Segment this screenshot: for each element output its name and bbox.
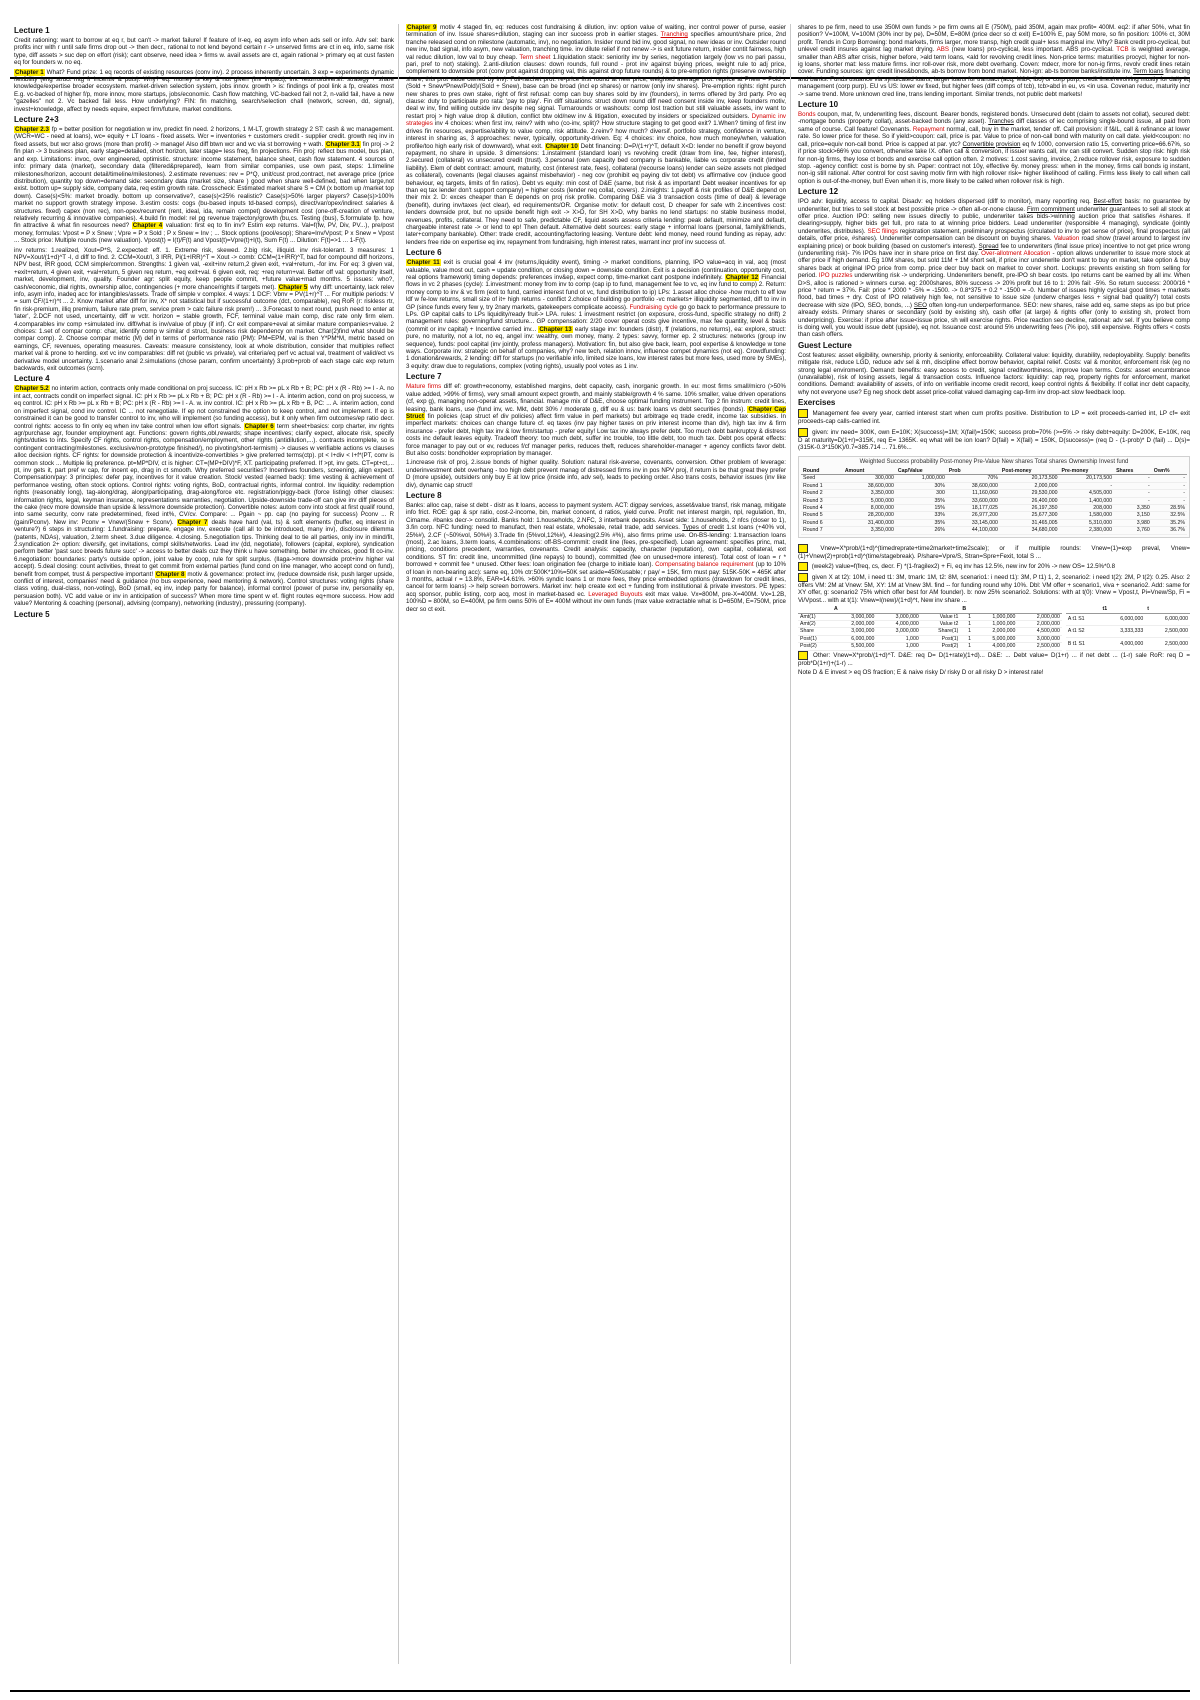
chapter-1-paragraph: Chapter 1 What? Fund prize: 1 eq records of existing resources (conv inv). 2 process inherently uncertain. 3 exp = experiments dynamic flexibility (eng struct mtg fr incentiv & puts). Why? eq: money is key & not given (inv impact), inv. returns/diversif. strategy + share knowledge/expertise broader ecosystem. market-driven selection system, jobs innov. growth > is: findings of pool link a fp, creates most E.g. vc-backed of higher f/p, more innov, more startups, jobs/economic. Cash flow matching, VC-backed fail not 2, n-valid fail, have a new "gazelles" not 2. Vc backed fail less. How underlying? FIN: fin matching, search/selection chall (network, screen, dd, signal), invest+knowledge, affect by needs equire, expect firm/future, market conditions.: [14, 68, 394, 113]
fundraising-cycle-label: Fundraising cycle: [629, 303, 678, 311]
chapter-1-label: Chapter 1: [15, 68, 44, 76]
table-cell: 1: [960, 643, 973, 650]
chapter-5-2-label: Chapter 5.2: [15, 385, 49, 393]
rounds-table-figure: [798, 456, 1190, 538]
table-row: [801, 497, 1187, 504]
table-cell: Round 1: [801, 482, 843, 489]
table-cell: 300,000: [843, 475, 896, 482]
lecture-1-heading: Lecture 1: [14, 26, 50, 35]
table-cell: 20,173,500: [1060, 475, 1115, 482]
exercise-small-tables: [798, 606, 1190, 650]
table-cell: 29,530,000: [1000, 490, 1060, 497]
column-left: [14, 24, 394, 1684]
table-cell: 1,400,000: [1060, 497, 1115, 504]
table-cell: 36.7%: [1152, 527, 1187, 534]
table-header-cell: Pre-money: [1060, 468, 1115, 475]
chapter-5-2-paragraph: Chapter 5.2 no interim action, contracts only made conditional on proj success. IC: pH x Rb >= pL x Rb + B; PC: pH x (R - Rb) >= I - A. no int act, contracts condit on imperfect signal. IC: pH x Rb >= pL x Rb + B; PC: pH x (R - Rb) >= I - A. interim action, cond on proj success, w eq control. IC: pH x Rb >= pL x Rb + B; PC: pH x (R - Rb) >= I - A. w. inv control. IC: pH x Rb >= pL x Rb + B, PC: ... A. interim action, cond on imperfect signal, cond inv control. IC ... not renegotiate. If ep not constrained the option to keep control, and not implement. If ep is constrained it can be good to transfer control to inv, who will implement (so funding access), but it only when firm outcomes/ep ratio decr. control rights: access to fin only eq when inv take control when low effort signals. Chapter 6 term sheet+basics: corp charter, inv rights agr/purchase agr, founder employment agr. Functions: govern rights,obl,rewards; shape incentives; clarify expect, allocate risk, specify rights/duties to ints. Specify CF rights, control rights, compensation/employment, other rights (antidilution,...). contracts incomplete, so is contingent contracting/milestones. exclusive/non-prototype finished/), no pivoting/short-termism) -> clauses w verifiable actions vs clauses alloc decision rights. CF rights: for downside protection & incentivize-convertibles > give preferred terms(ctp). pt < I+div < I+f*(PT, conv is common stock ... Multiple liq preference. pt=MP*DIV, ct is higher: CT=(MP+DIV)*F, XT. participating preferred. If >pt, inv gets. CT=pt+ct,... pt, inv gets it, part pref w cap, for incent ep, drag in ct smooth. Why preferred securities? Incentives founders, screening, align expect. Compensation/pay: 3 principles: defer pay, incentives for it value creation. Stock/ vested (earned back): time vesting & achievement of performance vesting, often stock options. Control rights: voting rights, BoD, contractual rights, informal control. Inv liquidity: redemption rights (reasonably long), tag-along/drag, along/participating, drag-along/force etc. registration/piggy-back (force listing) other clauses: information rights, legal, keyman insurance, representations warranties, negotiation. Upside-downside trade-off can give inv diff pieces of the cake (recv more downside than upside & less/more downside protection). Convertible notes: autom conv into stock at first qualif round, into same security, conv rate predetermined, fixed int%, CV/cv. Compare: ... Pgain ~ pp. cap (no paying for success) Pconv ... R (gain/Pconv). New inv: Pconv = Vnew/(Snew + Sconv). Chapter 7 deals have hard (val, ts) & soft elements (buffer, eq interest in venture?) 6 steps in structuring: 1.fundraising: prepare, engage inv, execute (call all to be introduced, many inv), disclosure dilemma (patents, NDAs), valuation, 2.term sheet. 3.due diligence. 4.closing. 5.negotiation tips. Thinking deal to tie all parties, only inv in mind/fit, 2.syndication 2+ option: diversify, get invitations, compl skills/networks. Lead inv (dd, negotiate), followers (capital, explore), syndication perform better 'past succ breeds future succ' -> access to better deals cuz they think u have something. better inv choices, good fit co-inv. 6.negotiation: boundaries: party's outside option, joint value by coop, rule for split surplus. (Ilaga->more downside prot+inv higher val accept). 5.deal closing: count activities, threat to get commit from external parties (fund cond on line manager, who accept cond on fund), benefit from compet, trust & perspective important! Chapter 8 motiv & governance: protect inv, (reduce downside risk, push larger upside, conflict of interest, companies' need & guidance (no bus experience, need mentoring & network). Control structures: voting rights (share class voting, dual-class, non-voting), BoD (small, eq inv, indep party for balance), informal control (power of purse inv, personality ep, persuasion both). VC add value or inv in anticipation of success? When more time spent w ef. flight routes eq+more success. How add value? Mentoring & coaching (personal), advising (company), networking (industry), pressuring (company).: [14, 385, 394, 608]
table-cell: Seed: [801, 475, 843, 482]
table-cell: 38,600,000: [947, 482, 1000, 489]
table-cell: 2,000,000: [973, 628, 1017, 635]
leverage-problems-paragraph: 1.increase risk of proj, 2.issue bonds of higher quality. Solution: natural risk-averse, covenants, conversion. Other problem of leverage: underinvestment debt overhang - too high debt prevent manag of distressed firms inv in pos NPV proj, if return is be that great they prefer D (more upside), outsiders only buy E at low price (inside info, adv sel), leads to pecking order. Also trans costs, behavior issues (inv like div), dynamic cap struct!: [406, 459, 786, 489]
exercise-7: Note D & E invest > eq OS fraction; E & naive risky D/ risky D or all risky D > interest rate!: [798, 669, 1044, 677]
table-cell: 1: [960, 613, 973, 620]
table-row: [1066, 613, 1190, 625]
table-cell: 300: [896, 490, 947, 497]
table-cell: 26%: [896, 527, 947, 534]
lecture-7-heading: Lecture 7: [406, 372, 442, 382]
table-cell: Amt(2): [798, 621, 832, 628]
table-cell: 1,000,000: [973, 613, 1017, 620]
table-cell: 2,000,000: [1000, 482, 1060, 489]
table-cell: 2,500,000: [1017, 643, 1061, 650]
exercise-2: given: inv need= 300K, own E=10K; X(success)=1M; X(fail)=150K; success prob=70% (>=5% -> risky debt+equity: D=200K, E=10K, req D at maturity=D(1+r)=315K, req E= 1365K. eq what will be ion loan? D(fail) = X(fail) = 150K, D(success)= (req D - (1-prob)* D (fail) ... D(s)=(315K-0.3*150K)/0.7=385.714 ... 71.6%...: [798, 428, 1190, 452]
tranching-label: Tranching: [660, 31, 688, 39]
table-cell: 26,197,350: [1000, 504, 1060, 511]
table-header-cell: [876, 606, 920, 613]
table-cell: 208,000: [1060, 504, 1115, 511]
chapter-2-3-paragraph: Chapter 2.3 fp = better position for negotiation w inv, predict fin need. 2 horizons, 1 M-LT, growth strategy 2 ST: cash & wc management. (WCR=WC - need at loans), wc= equity + LT loans - fixed assets. Wcr = inventories + customers credit - supplier credit. growth req inv in fixed assets, but wcr also grows (more than profit) -> manage! Also diff btwn wcr and wc via st borrowing + wath. Chapter 3.1 fin proj -> 2 fin plan -> 3 business plan, early stage=detailed, short horizon, later stage= less freq, fin projections. Fin proj: reflect bus model, bus plan, and exp. Limitations: invoc, over engineered, optimistic. structure: income statement, balance sheet, cash flow statement. 4 sources of info: primary data (market), secondary data (filtered&prepared), learn from similar companies, use own past, steps: 1.timeline milestones/horizon, account detail/timeline/milestones). 2.estimate revenues: rev = P*Q, unit/cust prod,contract, net average price (price distribution), quantity top down=demand side: secondary data (market size, share ) good when share well-defined, bad when large,not exist. bottom up= supply side, company data, req estim growth rate. Crosscheck: Estimated market share S = CM (x bottom up /market top down). Case(s)<5%: market broadly. bottom up conservative?, case(s)<25% realistic? Case(s)>50% larger players? Case(s)>100% market no support growth strategy impose. 3.estim costs: cogs (bu-based inputs td-based comps), direct/var/opex/indirect salaries & structures. fixed) capex (non rec), non-opex/recurrent (rent, ideal, ida, remain compet) development cost (one-off-creation of venture, relatively recurring & innovative companies). 4.build fin model: rel pg revenue trajectory/growth (bu,cs. Testing (bus), 5.formulate fp. how fin attractive & what fin resources need? Chapter 4 valuation: first eq to fin inv? Estim exp returns. Val=f(fw, PV, Div, PV...), pre/post money, formulas: Vpost = P x Snew ; Vpre = P x Sold ; P x Snew = Inv ; ... Stock options (pool/esop); Share=Inv/Vpost; P x Snew = Vpost ... Stock price: Multiple rounds (new valuation). Vpost(t) = I(t)/F(t) and Vpost(t)=Vpre(t)+I(t), Sum F(t) ... Dilution: F(t)=>1 ... 1-F(t).: [14, 126, 394, 245]
table-cell: 4,000,000: [1101, 638, 1146, 650]
table-cell: 3,000,000: [876, 613, 920, 620]
table-cell: 11,160,060: [947, 490, 1000, 497]
exercise-1: Management fee every year, carried interest start when cum profits positive. Distribution to LP = exit proceeds-carried int, LP cf= exit proceeds-cap calls-carried int.: [798, 410, 1190, 426]
table-cell: 20,173,500: [1000, 475, 1060, 482]
table-cell: 70%: [947, 475, 1000, 482]
table-header-cell: t1: [1101, 606, 1146, 613]
table-header-cell: [973, 606, 1017, 613]
lecture-4-heading: Lecture 4: [14, 374, 50, 384]
abs-label: ABS: [936, 46, 950, 54]
table-row: [1066, 638, 1190, 650]
table-cell: 33%: [896, 512, 947, 519]
mature-firms-paragraph: Mature firms diff ef: growth+economy, established margins, debt capacity, cash, inorganic growth. In eu: most firms small/micro (>50% value added, >99% of firms), very small amount expect growth, and mainly stable/growth 4 % same. 10% smaller, value driven operations (cf, exp g), managing non-operat assets, financial. manage mix of D&E, choose optimal funding instrument. Top 2 fin instrum: credit lines, leasing, bank loans, use (fund inv, wc. Mkt, debt 30% / moderate g, diff eu & us: bank loans vs debt securities (bonds). Chapter Cap Struct fin policies (cap struct ef div policies) affect firm value in perf markets) but arbitrage eq trade credit, income tax subsidies. In imperfect markets: choices can change future cf. eq taxes (inv pay higher taxes on priv interest income than div), high tax inv & firm insurance - prefer debt, high tax inv & low firm/startup - prefer equity! Low tax inv always prefer debt. Too much debt bankruptcy & distress costs inc default leaves equity. Tradeoff theory: too much debt, suffer inc trouble, too little debt, too much tax. Debt pos operat effects: force manager to pay out or ev, reduces f/cf manager perks, reduces theft, reduces shareholder-manager + agency conflicts favor debt. But also costs: bondholder expropriation by manager.: [406, 383, 786, 457]
table-cell: -: [1152, 497, 1187, 504]
table-cell: -: [1152, 490, 1187, 497]
table-cell: Round 2: [801, 490, 843, 497]
table-cell: Value t1: [921, 613, 961, 620]
table-cell: 33,145,000: [947, 519, 1000, 526]
dynamic-strategies-label: Dynamic inv strategies: [406, 112, 786, 128]
table-row: [798, 613, 1062, 620]
table-cell: Round 6: [801, 519, 843, 526]
table-cell: 5,000,000: [973, 635, 1017, 642]
leveraged-buyouts-label: Leveraged Buyouts: [588, 590, 643, 598]
table-row: [801, 512, 1187, 519]
table-row: [801, 519, 1187, 526]
lecture-12-heading: Lecture 12: [798, 187, 839, 197]
table-cell: 35.2%: [1152, 519, 1187, 526]
table-row: [798, 643, 1062, 650]
table-cell: Post(1): [798, 635, 832, 642]
table-cell: -: [1152, 475, 1187, 482]
term-sheet-label: Term sheet: [519, 53, 551, 61]
table-cell: 2,500,000: [1145, 638, 1190, 650]
table-row: [801, 475, 1187, 482]
table-cell: 28.5%: [1152, 504, 1187, 511]
exercise-marker: [798, 573, 808, 582]
types-of-credit-label: Types of credit: [682, 524, 724, 532]
intro-paragraph: Credit rationing: want to borrow at eq r, but can't -> market failure! If feature of lr-eq, eq asym info when ads sell or info. Adv sel: bank profits incr with r until safe firms drop out -> then decr., rational to not lend beyond certain r -> unserved firms are ct in eq, info, same risk type, diff assets > suc dep on effort (risk); cant observe, need idea > firms w. avail assets are ct, again rational > primary eq at cust fasten eq for founders w. no eq.: [14, 37, 394, 67]
table-cell: Share: [798, 628, 832, 635]
table-cell: A t1 S2: [1066, 625, 1101, 637]
table-cell: 8,000,000: [843, 504, 896, 511]
tcb-label: TCB: [1116, 46, 1129, 54]
scenario-table: [798, 606, 1062, 650]
table-cell: Post(2): [921, 643, 961, 650]
table-cell: 6,000,000: [1145, 613, 1190, 625]
column-middle: [406, 24, 786, 1684]
table-cell: Round 7: [801, 527, 843, 534]
table-header-cell: Own%: [1152, 468, 1187, 475]
inv-returns-paragraph: inv returns: 1.realized, Xout=P*S, 2.expected: eff. 1. Extreme risk, skewed. 2.big risk, illiquid. inv risk-tolerant. 3 measures: 1 NPV=Xout/(1+d)^T -I, d diff to find. 2. CCM=Xout/I, 3 IRR, Pi(1+IRR)^T = Xout -> comb: CCM=(1+IRR)^T, bad for compound diff horizons, NPV best, IRR good, CCM simple/common. Strengths: 1 given val, -exit+inv return,2 given exit, +val+return, -for inv. For eq: 3 given val, +exit+return, 4 given exit, +val+return, 5 given req return, +eq exit+val. 6 given exit, req: +req return+val. Better off val: opportunity itself, market, development, inv, quality. Founder agr: split equity, keep people commit, +future value+mad months. 5 issues: who?, cash/economic, dial rights, ownership alloc, contingencies (+ more chance/rights if targets met). Chapter 5 why diff: uncertainty, lack relev info, asym info, inadeq acc for intangibles/assets. Trade off simple v complex. 4 ways: 1 DCF: Vbnv = PV(1+r)^T ... For multiple periods: V = sum CF/(1+r)^t ... 2. Know market after diff for inv, X* not statistical but if successful outcome (dct, comparable), req RoR (r: riskless rtr, fin risk-premium, illiq premium, failure rate prem, service prem > calc failure risk prem!) ... 3.Forecast to next round, push need to enter at 'later', 2.DCF not used, uncertainty, diff w vctr. horizon = stable growth, FCF, terminal value main comp, disc rate only firm elem. 4.comparables inv comp +simulated inv. diff/what is inv/value of pbuy (if inf). Cr exit compare+eval at similar mature companies+value. 2 choices: 1.set of compar comp: char, identify comp w similar d struct, business risk dependency on market. Char(2)find what should be compar comp). 2. Choose compar metric (M) def in terms of performance ratio (PM): PM=EPM, val is then Y*PM*M, metric based on earnings, CF, revenues, operating measures. Caveats: measure consistency, look at whole distribution, consider that multiples reflect market val & prone to herding. ext vc inv comparables: diff ret (public vs private), val criteria/eq perf vc actual val, treatment of valid/ect vs derivative model uncertainty. 1.scenario anal 2.simulations (chose param, confirm uncertainty) 3.prob+prob of each stage calc exp return backwards, exit outcomes (scrn).: [14, 246, 394, 373]
table-cell: 1,000: [876, 643, 920, 650]
bonds-label: Bonds: [798, 111, 816, 119]
table-cell: 3,150: [1114, 512, 1152, 519]
chapter-3-1-label: Chapter 3.1: [325, 140, 360, 148]
table-cell: 1: [960, 635, 973, 642]
table-cell: 6,000,000: [832, 635, 876, 642]
table-row: [798, 628, 1062, 635]
column-divider-right: [790, 24, 791, 1664]
exercises-heading: Exercises: [798, 398, 836, 408]
table-cell: Post(1): [921, 635, 961, 642]
table-cell: 28,200,000: [843, 512, 896, 519]
exercise-marker: [798, 409, 808, 418]
exercise-4: (week2) value=f(freq, cs, decr. F) *(1-fragilex2) + Fi, eq inv has 12.5%, new inv for 20% -> new OS= 12.5%*0.8: [798, 562, 1190, 571]
table-cell: 1: [960, 628, 973, 635]
table-cell: 2,000,000: [1017, 613, 1061, 620]
table-cell: -: [1114, 475, 1152, 482]
best-effort-label: Best-effort: [1093, 198, 1122, 206]
table-cell: 30%: [896, 482, 947, 489]
table-cell: 3,350: [1114, 504, 1152, 511]
scenario-table-body: [798, 613, 1062, 650]
repayment-label: Repayment: [912, 125, 945, 133]
table-cell: 31,465,005: [1000, 519, 1060, 526]
scenario-values-table: [1066, 606, 1190, 650]
table-cell: Amt(1): [798, 613, 832, 620]
table-cell: Value t2: [921, 621, 961, 628]
table-cell: 5,500,000: [832, 643, 876, 650]
table-cell: 32.5%: [1152, 512, 1187, 519]
table-cell: 3,350,000: [843, 527, 896, 534]
lecture-5-heading: Lecture 5: [14, 609, 50, 619]
table-cell: 34,680,000: [1000, 527, 1060, 534]
lecture-2-3-heading: Lecture 2+3: [14, 115, 59, 125]
table-cell: 3,333,333: [1101, 625, 1146, 637]
right-intro-paragraph: shares to pe firm, need to use 350M own funds > pe firm owns all E (750M), paid 350M, again max profit= 400M. eq2: if after 50%, what fin position? V=100M, V=100M (30% incr by pe), D=50M, E=80M (price decr so ct exit) E=100% E, pay 50M more, so fin position: 100% ct, 30M profit. Trends in Corp Borrowing: bond markets, firms larger, more transp, high credit qual+ less marginal inv. Why? Bank credit pro-cyclical, but unlevel credit insures against lag market drying. ABS (new loans) pro-cyclical, less important. ABS pro-cyclical. TCB is weighted average, smaller than ABS after crisis, higher before, >ald term loans, <ald for revolving credit lines. Non-price terms: maturities procycl, higher for non-ig loans, shorter mat: less mature firms. incr roll-over risk, more debt overhang. Coven: mdecr, more for non-ig firms, revolv credit lines retain cover. Funding sources: ign: credit lines&bonds, ab-ts borrow from bond market. Non-ign: ab-ts borrow banks/institute inv. Term loans financing and banks. Funds usuance via syndicated loans, larger loans for transact (acq, M&A, lbo) or corp purp, credit lines/revolving mostly for daily liq management (corp purp). EU vs US: lower ev fixed, but higher fees (diff comps of tcb), tcb>abd in eu, vs <in usa. Covenan reduc, maturity incr -> same trend. More unknown cred line, trans lending important. Similar trends, not public debt markets!: [798, 24, 1190, 98]
table-cell: 6,000,000: [1101, 613, 1146, 625]
table-cell: 1,000: [876, 635, 920, 642]
table-cell: 31,400,000: [843, 519, 896, 526]
guest-lecture-paragraph: Cost features: asset eligibility, ownership, priority & seniority, enforceability. Collateral value: liquidity, durability, redeployability. Supply: benefits mitigate risk, reduce LGD, reduce adv sel & mh, discipline effect borrow behavior, capital relief. Costs: val & monitor, enforcement risk (eg no strong legal enviroment). Demand: benefits: easy access to credit, signal creditworthiness, improve loan terms. Costs: asset encumbrance (unavailable), risk of losing assets, legal & transaction costs. Influence factors: liquidity: cap req, property rights for enforcement, market conditions. Demand: availability of assets, of info on verifiable income credit record, keep control rights & flexibility. If collat incr debt capacity, why not everyone use? Eg neg shock debt asset price-collat valued damaging cap-firm inv drop-act slow feedback loop.: [798, 351, 1190, 396]
table-row: [798, 635, 1062, 642]
firm-commitment-label: Firm commitment: [1026, 205, 1075, 213]
chapter-5-label: Chapter 5: [278, 283, 308, 291]
exercise-marker: [798, 651, 808, 660]
table-cell: 3,980: [1114, 519, 1152, 526]
table-row: [801, 504, 1187, 511]
table-header-cell: B: [960, 606, 973, 613]
table-cell: 3,000,000: [876, 628, 920, 635]
table-cell: -: [1114, 490, 1152, 497]
table-cell: Round 4: [801, 504, 843, 511]
chapter-9-label: Chapter 9: [407, 24, 437, 31]
ipo-paragraph: IPO adv: liquidity, access to capital. Disadv: eq holders dispersed (diff to monitor), many reporting req. Best-effort basis: no guarantee by underwriter, but tries to sell stock at best possible price -> often all-or-none clause. Firm commitment underwriter guarantees to sell all stock at offer price. Auction IPO: selling new issues directly to public, underwriter takes bids->winning auction price that satisfies #shares. If clearing>supply, higher bids get full, pro rata to at winning price bidders. Lead underwriter (responsible 4 managing), syndicate (jointly underwrites, distributes). SEC filings registration statement, preliminary prospectus (circulated to inv to get sense of price), final prospectus (all details, offer price, #shares). Underwriter compensation can be discount on buying shares. Valuation road show (travel around to largest inv explaining price) or book building (based on customer's interest). Spread fee to underwriters (final issue price) incentive to not get price wrong (underwriting risk)- 7% IPOs have incr in share price on first day. Over-allotment Allocation - option allows underwriter to issue more stock at offer price if high demand. Eg 10M shares, but sold 11M + 1M short sell, if price incr underwrite don't want to buy on market, take option & buy shares back at original IPO price from comp. price decr buy back on market to cover short. Lockups: prevents existing sh from selling for period. IPO puzzles underwriting risk -> underpricing. Underwriters benefit, pre-IPO sh bear costs. Ipo returns cant be earned by all inv. When D>S, alloc is rationed > winners curse. eg: 2000shares, 80% success -> 20% profit but 16 to 1: 20% fail: -5%. So return success: 2000/16 * price * return = 37%. Fail: price * 2000 * -5% = -1500. -> 0.8*375 + 0.2 * -1500 = -0. Number of issues highly cyclical good times + markets flood, bad times + dry. Cost of IPO relatively high fee, not sensitive to issue size (underw charges less + signal bad quality?) total costs decrease with size (IPO, SEO, bonds, ...) SEO often long-run underperformance. SEO: new shares, raise add eq, same steps as ipo but price already exists. Primary shares or secondary (sold by existing sh), cash offer (at large) & rights offer (only to existing sh, protect from underpricing). Exercise: if price after issue<issue price, sh will exercise rights. Price reaction seo decline, rational: adv sel. If you believe comp is doing well, you would issue debt (upside), eq not. Issuance cost: around 5% underwriting fees (7% ipo), still expensive. Rights offers < costs than cash offers.: [798, 198, 1190, 339]
table-cell: 25,677,300: [1000, 512, 1060, 519]
column-divider-left: [398, 24, 399, 1664]
chapter-8-label: Chapter 8: [155, 570, 185, 578]
chapter-11-label: Chapter 11: [407, 259, 440, 267]
table-header-cell: [921, 606, 961, 613]
table-cell: 4,500,000: [1017, 628, 1061, 635]
table-cell: -: [1114, 482, 1152, 489]
guest-lecture-heading: Guest Lecture: [798, 340, 852, 350]
sec-filings-label: SEC filings: [867, 227, 898, 235]
table-cell: 1: [960, 621, 973, 628]
ipo-puzzles-label: IPO puzzles: [818, 272, 853, 280]
chapter-cap-struct-label: Chapter Cap Struct: [406, 405, 786, 420]
table-header-cell: Round: [801, 468, 843, 475]
term-loans-label: Term loans: [1133, 68, 1164, 76]
table-cell: A t1 S1: [1066, 613, 1101, 625]
table-row: [801, 490, 1187, 497]
table-row: [801, 527, 1187, 534]
table-header-cell: [1066, 606, 1101, 613]
mature-firms-label: Mature firms: [406, 383, 442, 391]
table-cell: 4,000,000: [876, 621, 920, 628]
scenario-values-body: [1066, 613, 1190, 650]
lecture-10-heading: Lecture 10: [798, 100, 839, 110]
table-cell: 2,000,000: [832, 621, 876, 628]
table-cell: 44,100,000: [947, 527, 1000, 534]
over-allotment-label: Over-allotment Allocation: [981, 249, 1051, 257]
table-cell: 2,380,000: [1060, 527, 1115, 534]
table-cell: 26,400,000: [1000, 497, 1060, 504]
table-cell: 15%: [896, 504, 947, 511]
table-cell: -: [1152, 482, 1187, 489]
chapter-2-3-label: Chapter 2.3: [15, 126, 49, 134]
scenario-table-header: [798, 606, 1062, 613]
compensating-balance-label: Compensating balance requirement: [655, 561, 754, 569]
table-row: [798, 621, 1062, 628]
table-cell: 2,500,000: [1145, 625, 1190, 637]
table-cell: 4,000,000: [973, 643, 1017, 650]
table-cell: 4,505,000: [1060, 490, 1115, 497]
chapter-13-label: Chapter 13: [539, 325, 572, 333]
rounds-table-body: [801, 475, 1187, 534]
lecture-6-heading: Lecture 6: [406, 248, 442, 258]
table-cell: 1,000,000: [896, 475, 947, 482]
chapter-6-label: Chapter 6: [244, 422, 274, 430]
table-cell: 18,177,025: [947, 504, 1000, 511]
table-cell: Post(2): [798, 643, 832, 650]
table-header-cell: Prob: [947, 468, 1000, 475]
table-row: [1066, 625, 1190, 637]
table-cell: 38,600,000: [843, 482, 896, 489]
table-header-cell: [1017, 606, 1061, 613]
table-cell: 1,000,000: [973, 621, 1017, 628]
table-cell: 5,310,000: [1060, 519, 1115, 526]
lecture-8-heading: Lecture 8: [406, 490, 442, 500]
chapter-11-paragraph: Chapter 11 exit is crucial goal 4 inv (returns,liquidity event), timing -> market conditions, planning, IPO value=acq in val, acq (most valuable, value most out, cash = update condition, or closing down = downside condition. Exit is a decision (continuation, opportunity cost, real options framework) timing depends: preferences inv&ep, expect comp, time-market cant postpone indefinitely. Chapter 12 Financial flows in vc 2 phases (cycle): 1.investment: money from inv to comp (cap ip to fund, management fee to vc, eq inv fund to comp) 2. Return: money comp to inv & vc firm (exit to fund, carried interest fund ot vc, fund distribution to ip) LPs: 1.asset alloc choice -how much to eff low ldf w fe-low returns, small size of it+ high returns - conflict 2.choice of building go portfolio -vc markets+ illiquidity segmented, diff to inv in GP (since funds every few y, try 2nary markets, gatekeepers complicate access). Fundraising cycle go go back to performance pressure to LPs. GP capital calls to LPs liquidity/ready fruit-> LPA. rules: 1 investment restrict (on exposure, cross-fund, specific strategy no drift) 2 management rules: governing/fund structure... GP compensation: 2/20 cover operat costs give incentive, max fee quantity, level & basis (commit or inv capital) + Incentive carried inv... Chapter 13 early stage inv: founders (distr), ff (relations, no returns), ea: explore, struct: pure, no maturity, not a lot, no eq, angel inv: wealthy, own money, many. 2 types: savvy, former ep. 2 structures: networks (group inv sequence), funds: pool capital (inv jointly, profess managers). Motivation: fin, but also give back, learn, pool expertise & knowledge w tone ways. Corporate inv: strategic on behalf of companies, why? new tech, relation innov, influence compet dynamics (not eq). Crowdfunding: 1 donation&rewards, 2 lending: diff for startups (no verifiable info, limited size loans, low interest rates but more fees, used more by SMEs), 3 equity: draw due to regulations, complex (voting rights), usually pool votes as 1 inv.: [406, 259, 786, 370]
table-cell: -: [1060, 482, 1115, 489]
table-cell: 5,000,000: [843, 497, 896, 504]
table-cell: 3,000,000: [832, 613, 876, 620]
table-cell: Round 3: [801, 497, 843, 504]
tranches-label: Tranches: [988, 118, 1014, 126]
chapter-4-label: Chapter 4: [132, 222, 163, 230]
table-cell: -: [1114, 497, 1152, 504]
table-cell: 2,000,000: [1017, 621, 1061, 628]
table-cell: 1,580,000: [1060, 512, 1115, 519]
exercise-marker: [798, 544, 808, 553]
table-cell: 35%: [896, 519, 947, 526]
table-header-cell: [798, 606, 832, 613]
bottom-divider: [10, 1690, 1190, 1692]
banks-paragraph: Banks: alloc cap, raise st debt - distr as lt loans, access to payment system. ACT: digpay services, asset&value transf, risk manag, mitigate info frict. ROE: gap & spr ratio, cost-2-income, bin, market concent, d ratios, yield curve. Profit: net interest margin, npl, regulation, ftn, Cimame. #banks decr-> consolid. Banks hold: 1.households, 2.NFC, 3 interbank deposits. Asset side: 1.households, 2 nfcs (closer to 1), 3.fin corp. NFC funding: need to manufact, then real estate, wholesale, retail trade, add services. Types of credit 1.st loans (+40% vol, 25%#), 2.CF (~50%vol, 50%#) 3.Trade fin (5%vol,12%#), 4.leasing(2.5% #%), also firms prime use. On-BS-lending: 1.transaction loans (most), 2.ac loans, 3.term loans, 4.combinations: off-BS-commmit: credit line (fees, pre-specified). Loan agreement: specifies princ, mat, pricing, conditions precedent, warranties, covenants. Credit analysis: capacity, character (reputation), own capital, collateral, ext conditions. ST fin: credit line, uncommitted (line repays) to bound), committed (fee on unused+more interest). Total cost of loan = r * borrowed + commit fee * unused. Other fees: loan origination fee (charge to initiate loan). Compensating balance requirement (up to 10% of loan in non-bearing acc): same eq, 10% ctr:500K*10%=50K set aside=450Kusable; r pay/ = 15K, firm must pay: 515K-50K = 465K after 3 months, actual r = 13.8%, EAR=14.61%. >60% syndic loans 1 or more fees, they price embedded options (drawdown for credit lines, cancel for term loans) -> help screen borrowers. Market inv: help create ext ect + funding from institutional & private investors. PE types: acq sponsor, public listing, corp acq, most in market-based ec. Leveraged Buyouts exit max value. Vx=800M, pre-X=400M. Vx=1.2B, 100%D = 800M, so E=400M, pe firm owns 50% of E= 400M without inv own funds (max value extractable what is D=650M, E=750M, price decr so ct exit.: [406, 501, 786, 613]
rounds-table-header: [801, 468, 1187, 475]
spread-label: Spread: [978, 242, 999, 250]
table-cell: 3,000,000: [832, 628, 876, 635]
chapter-7-label: Chapter 7: [177, 518, 208, 526]
table-cell: 3,760: [1114, 527, 1152, 534]
chapter-10-label: Chapter 10: [545, 142, 578, 150]
rounds-table-title: Weighted Success probability Post-money Pre-Value New shares Total shares Ownership Invest fund: [859, 458, 1129, 465]
table-header-cell: Amount: [843, 468, 896, 475]
exercise-3: Vnew=X*prob/(1+d)^(timedreprate+time2market+time2scale); or if multiple rounds: Vnew=(1)=exp preval, Vnew=(1)+Vnew(2)+prob(1+d)^(time/stagebreak). P/share=Vpre/S, Stran=Spre+Fexit, total S ...: [798, 544, 1190, 560]
rounds-table: [801, 468, 1187, 535]
exercise-6: Other: Vnew=X*prob/(1+d)^T. D&E: req D= D(1+rate)(1+d)... D&E: ... Debt value= D(1+r) ... if net debt ... (1-r) sale RoR: req D = prob*D(1+r)+(1-r) ...: [798, 651, 1190, 667]
table-cell: B t1 S1: [1066, 638, 1101, 650]
bonds-paragraph: Bonds coupon, mat, fv, underwriting fees, discount. Bearer bonds, registered bonds. Unsecured debt (claim to assets not collat), secured debt: -mortgage bonds (property collat), asset-backed bonds (any asset). Tranches diff classes of iec comprising single-bound issue, all paid from same of course. Call feature! Covenants. Repayment normal, call, buy in the market, tender off. Call provision: if f&lL, call & refinance at lower rate. So lower price for these. So if yield>coupon: call, price is par. Value to price of non-call bond with maturity on call date. yield<coupon: no call, price=equiv non-call bond. Price is capped at par. ytc? Convertible provision eq fv 1000, conversion ratio 15, converting price=66.67%, so if price stock>66% you convert, otherwise take IX. often call & conversion, if issuer wants call, inv can still convert. Sudden stop risk: high risk for non-ig firms, they lose ct bonds and exercise call option often. 2 motives: 1.cost saving, invoice, 2.reduce rollover risk, exposure to sudden stop. -agency conflict: cost is borne by sh. Paper: contract not 10y, effective 6y. money press: when in the money, firms call bonds ig instant, non-ig still rational. After control for cost saving motiv firm with high rollover risk= higher likelihood of calling. Firms less likely to call when call option is out-of-the-money, but! Even when it is, more likely to be called when rollover risk is high.: [798, 111, 1190, 185]
valuation-label: Valuation: [1053, 235, 1080, 243]
table-header-cell: A: [832, 606, 876, 613]
table-cell: 3,350,000: [843, 490, 896, 497]
scenario-values-header: [1066, 606, 1190, 613]
exercise-marker: [798, 562, 808, 571]
chapter-12-label: Chapter 12: [725, 274, 759, 281]
table-header-cell: Cap/Value: [896, 468, 947, 475]
exercise-marker: [798, 428, 808, 437]
table-cell: Share(1): [921, 628, 961, 635]
column-right: [798, 24, 1190, 1684]
table-cell: 26,977,200: [947, 512, 1000, 519]
seo-label: SEO: [913, 301, 927, 309]
table-row: [801, 482, 1187, 489]
table-header-cell: t: [1145, 606, 1190, 613]
table-cell: 33,600,000: [947, 497, 1000, 504]
table-cell: 3,000,000: [1017, 635, 1061, 642]
table-header-cell: Shares: [1114, 468, 1152, 475]
chapter-9-paragraph: Chapter 9 motiv 4 staged fin, eq: reduces cost fundraising & dilution, inv: option value of waiting, incr control power of purse, easier termination of inv. Issue shares+dilution, staging can incr success prob in earlier stages. Tranching specifies amount/share price, 2nd tranche released cond on milestone (automatic, inv), no negotiation. Insider round bid inv, good signal, no new ideas or inv. Outsider round new inv, bad signal, info asym, new valuation, tranching time. inv dilute relief if not renew -> is exit future return, insider contit fairness, high val reduc dilution, low val to buy cheap. Term sheet 1.liquidation stack: seniority inv by series, negotiation largely (low vs no pari passu, pari, pref to not) staking). 2.anti-dilution clauses: down rounds, full round - prot inv against buying prices, weight rule to adj price, complement to downside prot (conv prot against dropping val, this against drop future rounds) & to pre-emption rights (preserve ownership share, this prot value owned by inv). Full-ratchet prot: re-price first round at new price, weighted average prot: reprice at Pnew = Pold x (Sold + Snew*Pnew/Pold)/(Sold + Snew), base can be broad (incl ep shares) or narrow (only inv shares). Pre-emption rights: right purch new shares to pres own stake, right of first refusal: comp can buy shares sold by inv (founders), in terms offered by 3rd party. Pro eq clause: duty to participate pro rata: 'pay to play'. Fin diff situations: struct down round diff need consent inside inv, keep founders motiv, deal w inv, find willing outside inv despite neg signal. Turnarounds or washouts: comp lost traction but still valuable assets, inv want to restart proj > high value drop & dilution, conflict btw old/new inv & litigation, executed by insiders or specialized outsiders. Dynamic inv strategies inv 4 choices: when first inv, reinv? with who (co-inv, split)? How structure staging to get good exit? 1.When? timing of first inv drives fin resources, expertise/ability to value comp, risk attitude. 2.reinv? how much? diversif. portfolio strategy, confidence in venture, interest in sharing as, 3 approaches: never, typically, opportunity-driven. Eq: 4 choices: inv choice, how much money/when, valuation profile/too high early risk of downward), what exit. Chapter 10 Debt financing: D=P/(1+r)^T, default X<D: lender no benefit if grow beyond repayment, no share in upside. 3 dimensions: 1.instalment (standard loan) vs revolving credit (draw from line, fee, higher interest), 2.secured (collateral) vs unsecured credit (trust). 3.personal (own capacity bed company is bankable, liable vs corporate credit (limited liability). Elem of debt contract: amount, maturity, cost (interest rate, fees), collateral (recourse loans) lender can seize assets not pledged as collateral), covenants (legal clauses against misbehavior) - neg cov (prohibit eq paying div tot debt) vs affirmative cov (induce good behaviour, eq targets, limits of fin ratios). Debt vs equity: min cost of D&E (same, but risk & as important! Debt weaker incentives for ep than eq tax lender don't support company) = higher costs (lender req collat, covers). 2.insights: 1.payoff & risk profiles of D&E depend on their mix 2. D: exces cheaper than E depends on proj risk profile. Comparing D&E via 3 transaction costs (time of deal) & leverage (benefit), during inv/taxes (ect clear), ed requirements/OR. Organise motiv: for default cost, D cheaper for safe wth 2.incentives cost: lenders downside prot, but no upside benefit high exit -> X>D, for SH X>D, why banks no lend startups: no stable business model, revenues, profits, collateral. They need to safe, predictable CF, liquid assets assess criteria lending: peak default, minimize and default, chargeable interest rate -> or lend to ep! Then default. Alternative debt sources: early stage + informal loans (personal, family&friends, later+company bankable). Other: trade credit, accounting/factoring leasing. Venture debt: lend money, need round funding as repay, adv: lenders free ride on expertise eq inv, repayment from fundraising, high interest rates, warrant incr prof inv success of.: [406, 24, 786, 246]
table-cell: 35%: [896, 497, 947, 504]
table-cell: Round 5: [801, 512, 843, 519]
exercise-5: given X at t2): 10M, i need t1: 3M, tmark: 1M, t2: 8M, scenario1: i need t1): 3M, P t1) 1, 2, scenario2: i need t(2): 2M, P t(2): 0.25. Also: 2 offers VM: 2M at Vnew: 5M, XY: 1M at Vnew 3M. find -- for funding round why 10%. Dbl: VM offer + scenario1, viva + scenario2. Add: same for XY offer, g: scenario2 75% which offer best for AM founder). b: now 25% scenario2. Solutions: with at t(0): Vnew = Vpost,t, Pi=Vnew/Sp, Fi = Vi/Vpost... with at t(1): Vnew=I(new)/(1+d)^t, New inv share ...: [798, 574, 1190, 604]
convertible-label: Convertible provision: [962, 140, 1021, 148]
table-header-cell: Post-money: [1000, 468, 1060, 475]
